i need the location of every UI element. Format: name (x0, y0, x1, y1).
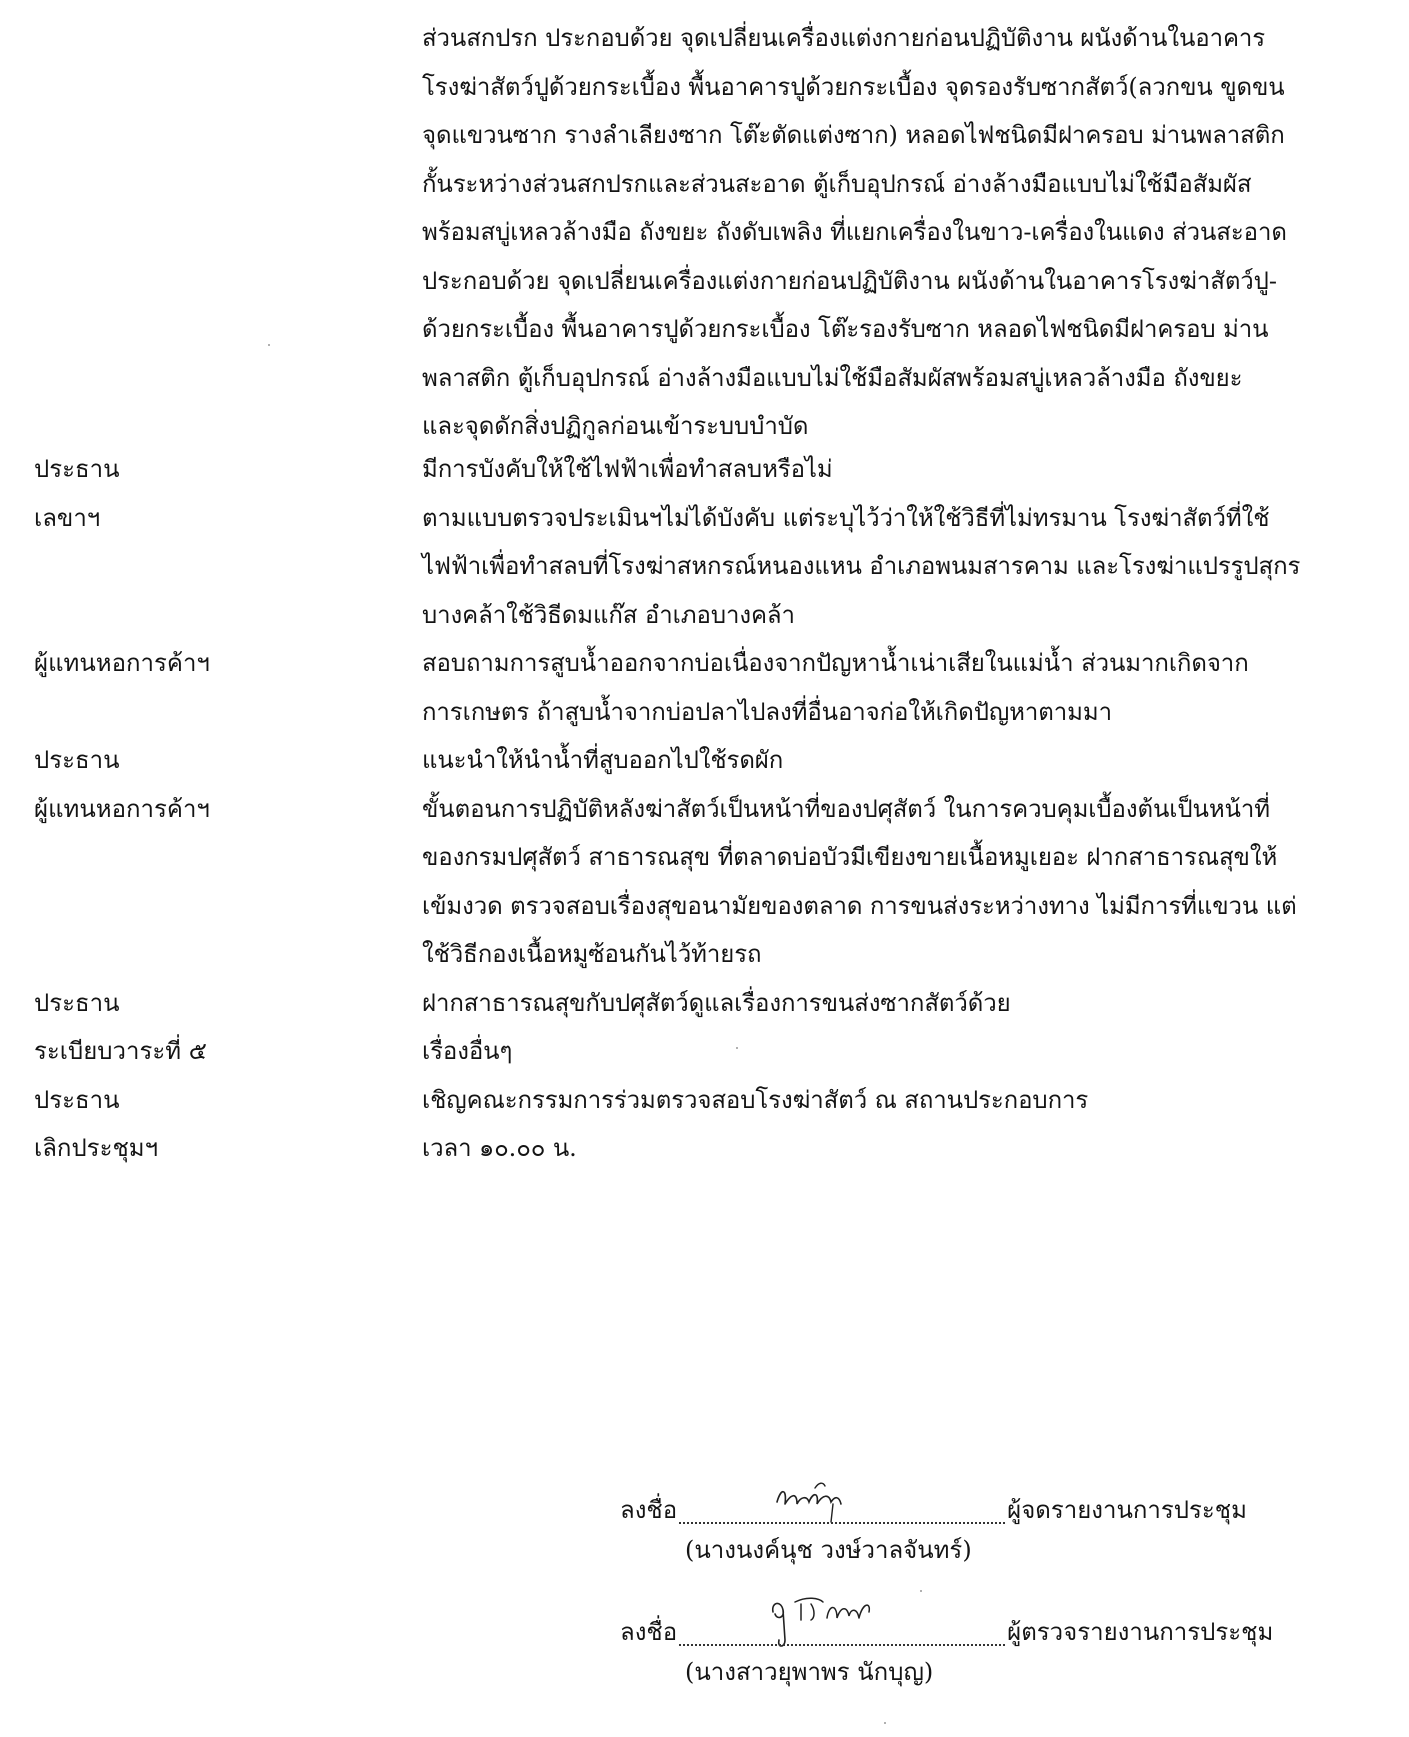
speaker-label: ประธาน (34, 455, 120, 483)
entry-line: ขั้นตอนการปฏิบัติหลังฆ่าสัตว์เป็นหน้าที่ของปศุสัตว์ ในการควบคุมเบื้องต้นเป็นหน้าที่ (422, 794, 1270, 823)
paragraph-line: ด้วยกระเบื้อง พื้นอาคารปูด้วยกระเบื้อง โต๊ะรองรับซาก หลอดไฟชนิดมีฝาครอบ ม่าน (422, 315, 1269, 343)
entry-content (422, 785, 1377, 979)
entry-content (422, 736, 1377, 785)
scan-speck (884, 1722, 886, 1724)
speaker-label: ผู้แทนหอการค้าฯ (34, 794, 210, 823)
signature-prefix: ลงชื่อ (620, 1618, 678, 1646)
meeting-closed-entry (0, 1124, 1409, 1173)
paragraph-line: และจุดดักสิ่งปฏิกูลก่อนเข้าระบบบำบัด (422, 412, 809, 440)
speaker-label: ประธาน (34, 1085, 120, 1114)
scan-speck (268, 344, 270, 346)
signature-field (677, 1500, 1007, 1530)
minutes-entry (0, 785, 1409, 979)
speaker-label: ประธาน (34, 746, 120, 774)
entry-content (422, 1027, 1377, 1076)
minutes-entries (0, 445, 1409, 1173)
minutes-entry (0, 494, 1409, 640)
entry-line: ใช้วิธีกองเนื้อหมูซ้อนกันไว้ท้ายรถ (422, 940, 762, 968)
signature-prefix: ลงชื่อ (620, 1496, 678, 1524)
entry-line: สอบถามการสูบน้ำออกจากบ่อเนื่องจากปัญหาน้ำเน่าเสียในแม่น้ำ ส่วนมากเกิดจาก (422, 649, 1249, 677)
scan-speck (736, 1047, 738, 1049)
signature-role: ผู้ตรวจรายงานการประชุม (1007, 1618, 1274, 1646)
signature-block-recorder (620, 1490, 1320, 1570)
entry-line: มีการบังคับให้ใช้ไฟฟ้าเพื่อทำสลบหรือไม่ (422, 455, 833, 483)
signatory-name: (นางนงค์นุช วงษ์วาลจันทร์) (685, 1536, 972, 1564)
paragraph-line: พร้อมสบู่เหลวล้างมือ ถังขยะ ถังดับเพลิง ที่แยกเครื่องในขาว-เครื่องในแดง ส่วนสะอาด (422, 218, 1287, 246)
entry-line: เข้มงวด ตรวจสอบเรื่องสุขอนามัยของตลาด การขนส่งระหว่างทาง ไม่มีการที่แขวน แต่ (422, 891, 1297, 920)
closing-label: เลิกประชุมฯ (34, 1134, 159, 1162)
signature-block-reviewer (620, 1612, 1320, 1692)
entry-content (422, 639, 1377, 736)
minutes-entry (0, 736, 1409, 785)
signature-field (677, 1622, 1007, 1652)
minutes-entry (0, 979, 1409, 1028)
agenda-item-5 (0, 1027, 1409, 1076)
speaker-label: ผู้แทนหอการค้าฯ (34, 649, 210, 677)
paragraph-line: ส่วนสกปรก ประกอบด้วย จุดเปลี่ยนเครื่องแต่งกายก่อนปฏิบัติงาน ผนังด้านในอาคาร (422, 24, 1266, 52)
entry-content (422, 979, 1377, 1028)
entry-content (422, 445, 1377, 494)
handwritten-signature-icon (767, 1590, 887, 1656)
entry-line: เชิญคณะกรรมการร่วมตรวจสอบโรงฆ่าสัตว์ ณ สถานประกอบการ (422, 1085, 1089, 1114)
signature-line (620, 1490, 1320, 1530)
entry-line: แนะนำให้นำน้ำที่สูบออกไปใช้รดผัก (422, 746, 784, 774)
speaker-label: เลขาฯ (34, 503, 101, 532)
paragraph-line: พลาสติก ตู้เก็บอุปกรณ์ อ่างล้างมือแบบไม่ใช้มือสัมผัสพร้อมสบู่เหลวล้างมือ ถังขยะ (422, 363, 1243, 392)
continuation-paragraph (422, 14, 1377, 451)
signature-line (620, 1612, 1320, 1652)
entry-line: ฝากสาธารณสุขกับปศุสัตว์ดูแลเรื่องการขนส่งซากสัตว์ด้วย (422, 988, 1011, 1017)
entry-line: เรื่องอื่นๆ (422, 1037, 513, 1065)
paragraph-line: จุดแขวนซาก รางลำเลียงซาก โต๊ะตัดแต่งซาก) หลอดไฟชนิดมีฝาครอบ ม่านพลาสติก (422, 121, 1285, 149)
entry-content (422, 1076, 1377, 1125)
paragraph-line: กั้นระหว่างส่วนสกปรกและส่วนสะอาด ตู้เก็บอุปกรณ์ อ่างล้างมือแบบไม่ใช้มือสัมผัส (422, 169, 1252, 198)
entry-line: ตามแบบตรวจประเมินฯไม่ได้บังคับ แต่ระบุไว้ว่าให้ใช้วิธีที่ไม่ทรมาน โรงฆ่าสัตว์ที่ใช้ (422, 503, 1270, 532)
agenda-label: ระเบียบวาระที่ ๕ (34, 1037, 207, 1065)
paragraph-line: โรงฆ่าสัตว์ปูด้วยกระเบื้อง พื้นอาคารปูด้วยกระเบื้อง จุดรองรับซากสัตว์(ลวกขน ขูดขน (422, 72, 1285, 101)
scan-speck (920, 1590, 922, 1592)
entry-line: การเกษตร ถ้าสูบน้ำจากบ่อปลาไปลงที่อื่นอาจก่อให้เกิดปัญหาตามมา (422, 697, 1112, 726)
minutes-entry (0, 1076, 1409, 1125)
minutes-entry (0, 639, 1409, 736)
entry-line: ไฟฟ้าเพื่อทำสลบที่โรงฆ่าสหกรณ์หนองแหน อำเภอพนมสารคาม และโรงฆ่าแปรรูปสุกร (422, 552, 1301, 580)
entry-line: บางคล้าใช้วิธีดมแก๊ส อำเภอบางคล้า (422, 600, 795, 629)
speaker-label: ประธาน (34, 988, 120, 1017)
signature-role: ผู้จดรายงานการประชุม (1007, 1496, 1247, 1524)
paragraph-line: ประกอบด้วย จุดเปลี่ยนเครื่องแต่งกายก่อนปฏิบัติงาน ผนังด้านในอาคารโรงฆ่าสัตว์ปู- (422, 266, 1277, 295)
entry-content (422, 494, 1377, 640)
signatory-name: (นางสาวยุพาพร นักบุญ) (685, 1658, 934, 1686)
closing-time: เวลา ๑๐.๐๐ น. (422, 1134, 577, 1162)
minutes-entry (0, 445, 1409, 494)
entry-content (422, 1124, 1377, 1173)
entry-line: ของกรมปศุสัตว์ สาธารณสุข ที่ตลาดบ่อบัวมีเขียงขายเนื้อหมูเยอะ ฝากสาธารณสุขให้ (422, 843, 1278, 871)
handwritten-signature-icon (767, 1474, 887, 1534)
